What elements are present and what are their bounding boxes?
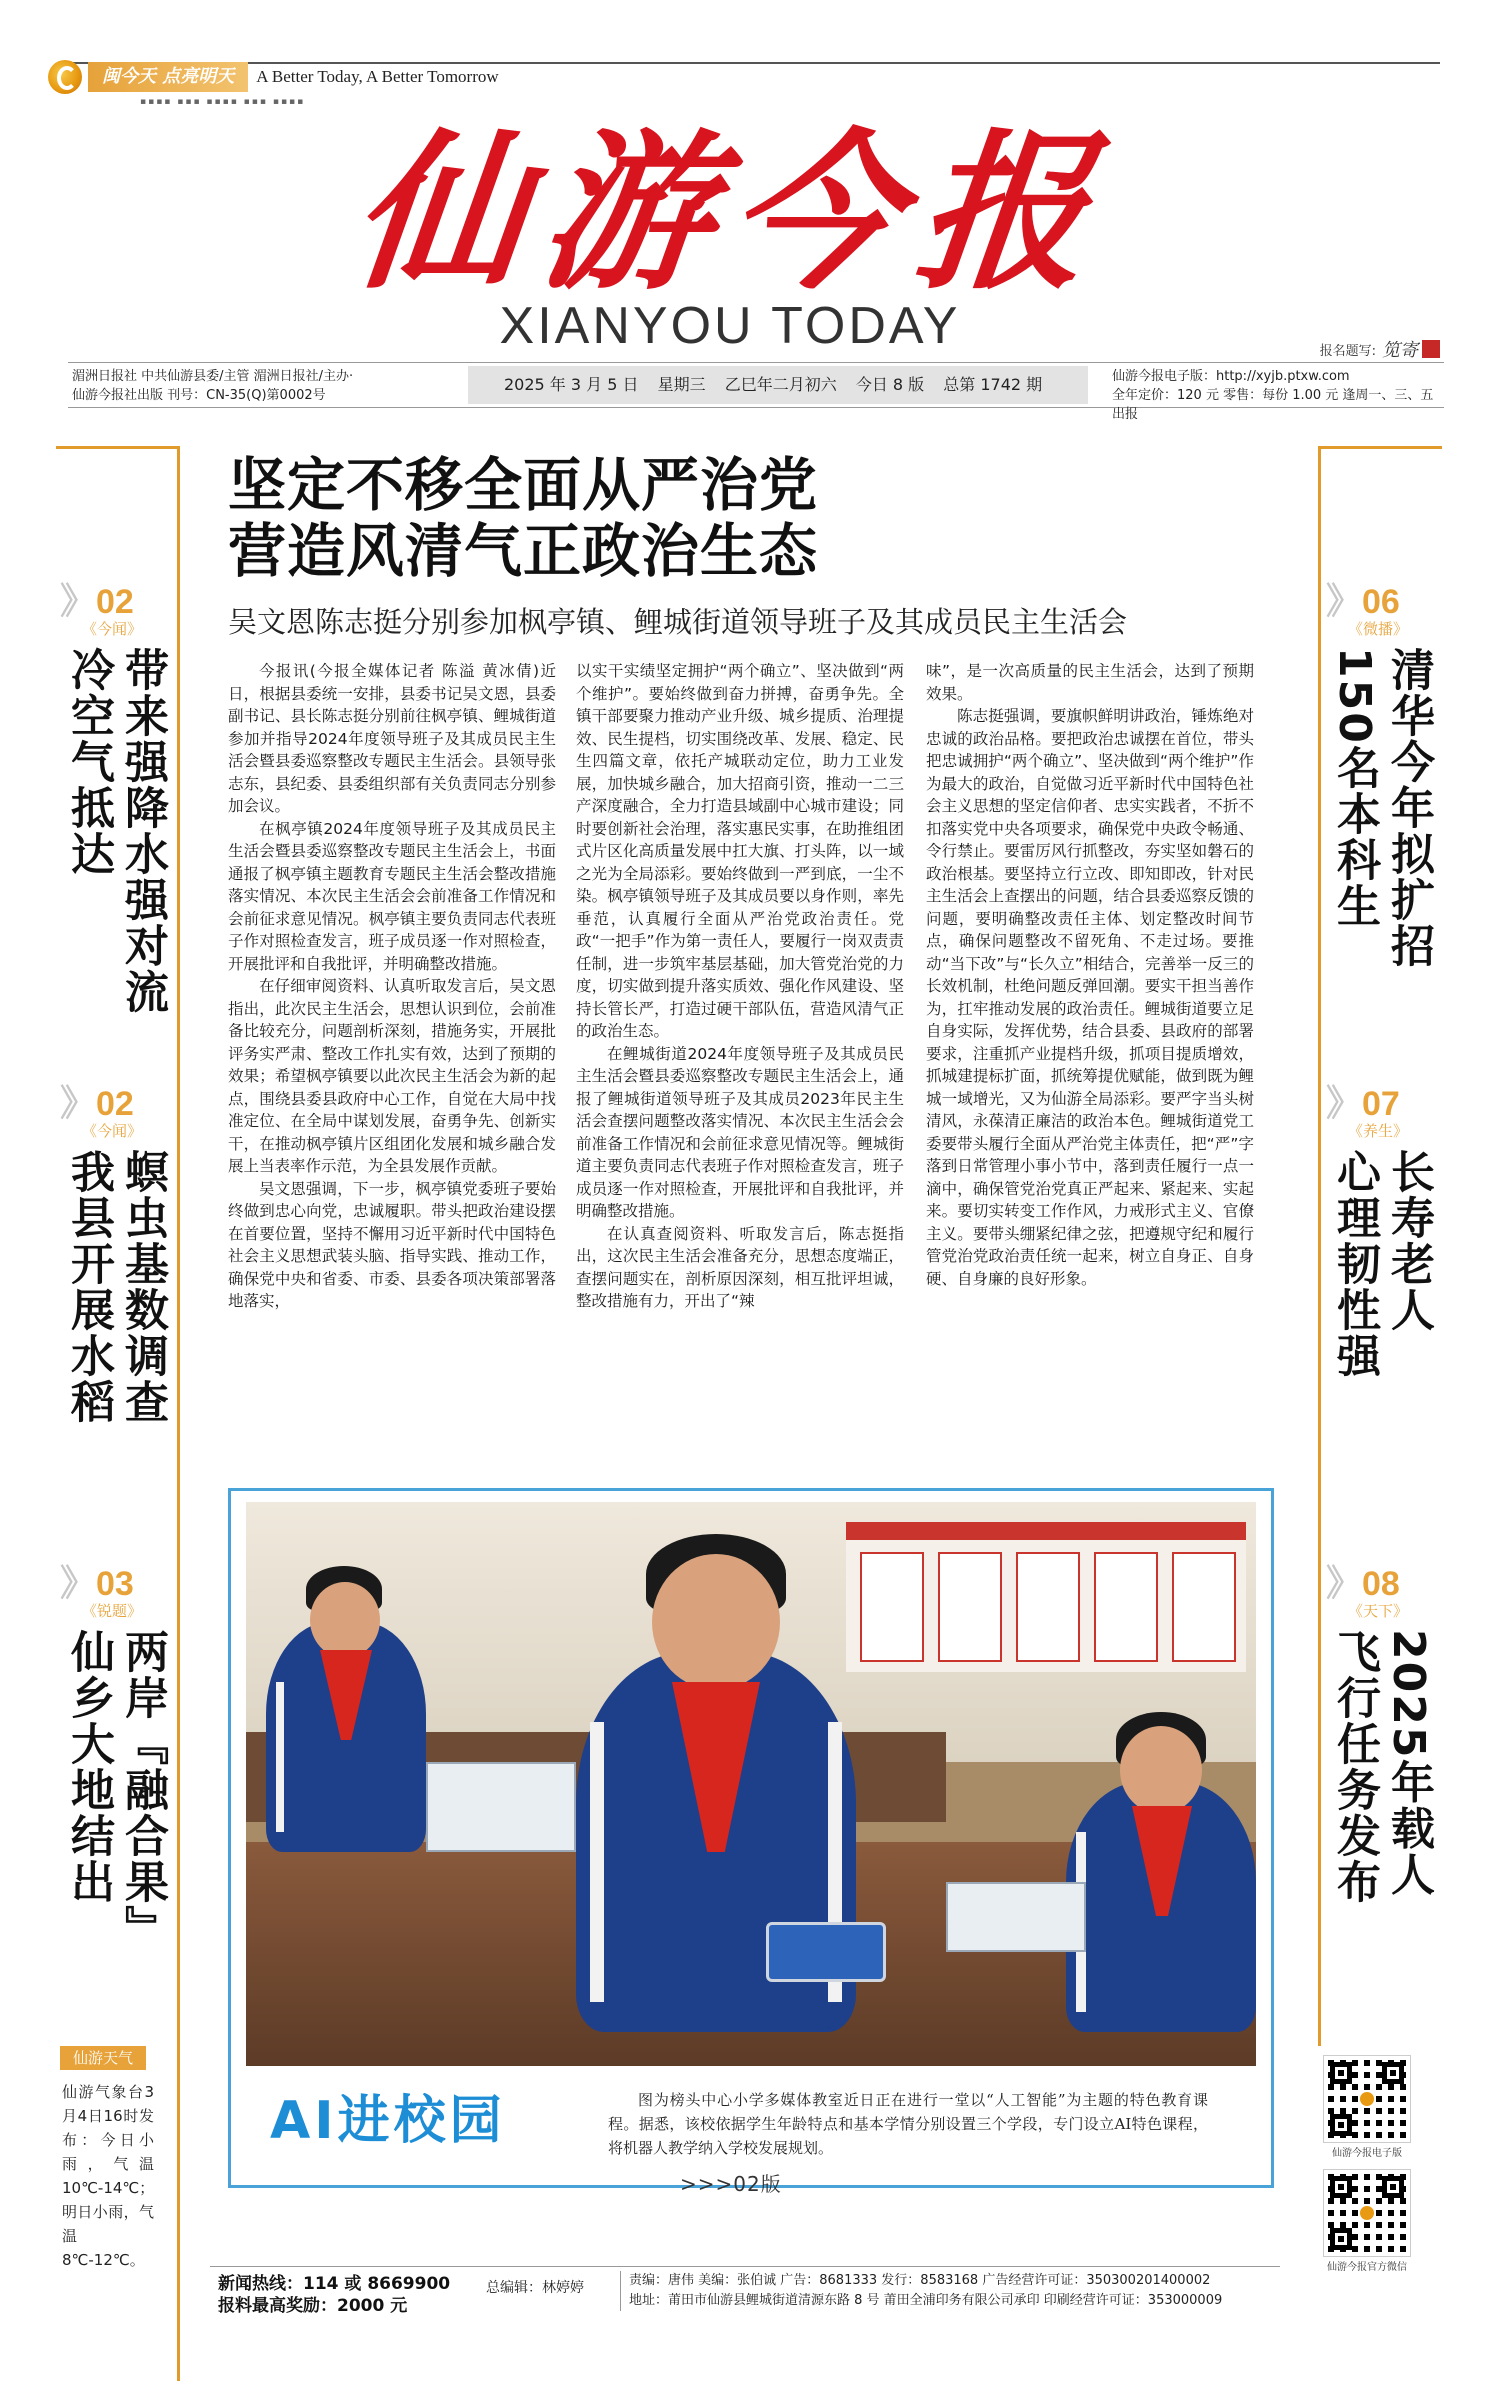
inscriber [1320, 336, 1440, 362]
teaser-title-line: 仙乡大地结出 [63, 1629, 114, 1905]
photo-student [1066, 1782, 1256, 2032]
qr-caption: 仙游今报电子版 [1332, 2148, 1402, 2159]
article-column-3 [926, 660, 1254, 1290]
teaser-left-3[interactable] [60, 1563, 170, 1951]
teaser-page: 08 [1362, 1565, 1400, 1603]
issue-date-bar [468, 366, 1088, 404]
issue-info-band [68, 362, 1444, 422]
teaser-title-line: 2025年载人 [1383, 1629, 1434, 1898]
photo-title: AI进校园 [270, 2091, 506, 2151]
masthead-title: 仙游今报 [343, 113, 1117, 313]
newspaper-logo-icon [1358, 2090, 1376, 2108]
issue-number: 总第 1742 期 [943, 375, 1043, 394]
teaser-category: 《今闻》 [82, 1122, 143, 1140]
slogan-text: 闽今天 点亮明天 [88, 62, 248, 92]
epaper-url[interactable]: 仙游今报电子版：http://xyjb.ptxw.com [1112, 369, 1350, 384]
teaser-title-line: 带来强降水强对流 [117, 647, 168, 1015]
teaser-category: 《今闻》 [82, 620, 143, 638]
teaser-title-line: 长寿老人 [1383, 1149, 1434, 1333]
teaser-title-line: 两岸『融合果』 [117, 1629, 168, 1951]
chevron-right-icon: 》 [1326, 1083, 1363, 1124]
weather-forecast: 仙游气象台3月4日16时发布：今日小雨，气温10℃-14℃；明日小雨，气温8℃-12℃。 [62, 2083, 155, 2269]
chevron-right-icon: 》 [60, 1563, 97, 1604]
article-column-2 [576, 660, 904, 1313]
news-photo[interactable] [246, 1502, 1256, 2066]
teaser-page: 07 [1362, 1085, 1400, 1123]
teaser-page: 06 [1362, 583, 1400, 621]
article-paragraph: 吴文恩强调，下一步，枫亭镇党委班子要始终做到忠心向党，忠诚履职。带头把政治建设摆在首要位置，坚持不懈用习近平新时代中国特色社会主义思想武装头脑、指导实践、推动工作，确保党中央和省委、市委、县委各项决策部署落地落实， [228, 1179, 556, 1310]
article-paragraph: 以实干实绩坚定拥护“两个确立”、坚决做到“两个维护”。要始终做到奋力拼搏，奋勇争先。全镇干部要聚力推动产业升级、城乡提质、治理提效、民生提档，切实围绕改革、发展、稳定、民生四篇文章，依托产城联动定位，助力工业发展，加快城乡融合，加大招商引资，推动一二三产深度融合，全力打造县域副中心城市建设；同时要创新社会治理，落实惠民实事，在助推组团式片区化高质量发展中扛大旗、打头阵，以一域之光为全局添彩。要始终做到一严到底，一尘不染。枫亭镇领导班子及其成员要以身作则，率先垂范，认真履行全面从严治党政治责任。党政“一把手”作为第一责任人，要履行一岗双责责任制，进一步筑牢基层基础，加大管党治党的力度，切实做到提升落实质效、强化作风建设、坚持长管长严，打造过硬干部队伍，营造风清气正的政治生态。 [576, 662, 904, 1040]
chief-editor: 总编辑：林婷婷 [486, 2280, 584, 2296]
publisher-line-2: 仙游今报社出版 刊号：CN-35(Q)第0002号 [72, 388, 326, 403]
teaser-category: 《天下》 [1348, 1602, 1409, 1620]
slogan-bar [48, 60, 499, 94]
news-hotline: 新闻热线：114 或 8669900 [218, 2274, 451, 2294]
footer-credits [620, 2271, 1222, 2311]
article-paragraph: 在认真查阅资料、听取发言后，陈志挺指出，这次民主生活会准备充分，思想态度端正，查摆问题实在，剖析原因深刻，相互批评坦诚，整改措施有力，开出了“辣 [576, 1224, 904, 1310]
teaser-title-line: 冷空气抵达 [63, 647, 114, 877]
subscription-info [1112, 367, 1444, 424]
seal-icon [1422, 340, 1440, 358]
lead-subheadline: 吴文恩陈志挺分别参加枫亭镇、鲤城街道领导班子及其成员民主生活会 [228, 605, 1128, 639]
qr-caption: 仙游今报官方微信 [1327, 2262, 1407, 2273]
publisher-info [72, 367, 353, 405]
teaser-title-line: 螟虫基数调查 [117, 1149, 168, 1425]
article-paragraph: 在仔细审阅资料、认真听取发言后，吴文恩指出，此次民主生活会，思想认识到位，会前准备比较充分，问题剖析深刻，措施务实，开展批评务实严肃、整改工作扎实有效，达到了预期的效果；希望枫亭镇要以此次民主生活会为新的起点，围绕县委县政府中心工作，自觉在大局中找准定位、在全局中谋划发展，奋勇争先、创新实干，在推动枫亭镇片区组团化发展和城乡融合发展上当表率作示范，为全县发展作贡献。 [228, 977, 556, 1175]
teaser-category: 《微播》 [1348, 620, 1409, 638]
price-info: 全年定价：120 元 零售：每份 1.00 元 逢周一、三、五出报 [1112, 388, 1434, 422]
teaser-title-line: 飞行任务发布 [1329, 1629, 1380, 1905]
teaser-page: 02 [96, 583, 134, 621]
teaser-title-line: 我县开展水稻 [63, 1149, 114, 1425]
weather-tag: 仙游天气 [60, 2046, 146, 2070]
headline-line-1: 坚定不移全面从严治党 [228, 451, 819, 519]
photo-student [266, 1622, 426, 1852]
newspaper-logo-icon [48, 60, 82, 94]
article-column-1 [228, 660, 556, 1313]
article-paragraph: 今报讯(今报全媒体记者 陈溢 黄冰倩)近日，根据县委统一安排，县委书记吴文恩，县委副书记、县长陈志挺分别前往枫亭镇、鲤城街道参加并指导2024年度领导班子及其成员民主生活会暨县委巡察整改专题民主生活会。县领导张志东，县纪委、县委组织部有关负责同志分别参加会议。 [228, 662, 556, 815]
qr-finder [1330, 2228, 1352, 2250]
teaser-category: 《锐题》 [82, 1602, 143, 1620]
chevron-right-icon: 》 [1326, 1563, 1363, 1604]
qr-finder [1330, 2114, 1352, 2136]
article-paragraph: 味”，是一次高质量的民主生活会，达到了预期效果。 [926, 662, 1254, 703]
issue-weekday: 星期三 [657, 375, 706, 394]
teaser-title-line: 150名本科生 [1329, 647, 1380, 929]
newspaper-logo-icon [1358, 2204, 1376, 2222]
issue-date: 2025 年 3 月 5 日 [504, 375, 639, 394]
epaper-qr-code[interactable] [1324, 2056, 1410, 2142]
chevron-right-icon: 》 [1326, 581, 1363, 622]
wechat-qr-code[interactable] [1324, 2170, 1410, 2256]
teaser-page: 02 [96, 1085, 134, 1123]
issue-page-count: 今日 8 版 [855, 375, 925, 394]
issue-lunar-date: 乙巳年二月初六 [724, 375, 837, 394]
photo-caption: 图为榜头中心小学多媒体教室近日正在进行一堂以“人工智能”为主题的特色教育课程。据悉，该校依据学生年龄特点和基本学情分别设置三个学段，专门设立AI特色课程，将机器人教学纳入学校发展规划。 [608, 2091, 1208, 2157]
teaser-category: 《养生》 [1348, 1122, 1409, 1140]
teaser-right-2[interactable] [1326, 1083, 1436, 1379]
publisher-line-1: 湄洲日报社 中共仙游县委/主管 湄洲日报社/主办· [72, 369, 354, 384]
qr-finder [1382, 2062, 1404, 2084]
lead-headline[interactable] [228, 452, 1288, 584]
teaser-right-3[interactable] [1326, 1563, 1436, 1905]
qr-finder [1330, 2062, 1352, 2084]
qr-finder [1330, 2176, 1352, 2198]
article-paragraph: 陈志挺强调，要旗帜鲜明讲政治，锤炼绝对忠诚的政治品格。要把政治忠诚摆在首位，带头把忠诚拥护“两个确立”、坚决做到“两个维护”作为最大的政治，自觉做习近平新时代中国特色社会主义思想的坚定信仰者、忠实实践者，不折不扣落实党中央各项要求，确保党中央政令畅通、令行禁止。要雷厉风行抓整改，夯实坚如磐石的政治根基。要坚持立行立改、即知即改，针对民主生活会上查摆出的问题，结合县委巡察反馈的问题，要明确整改责任主体、划定整改时间节点，确保问题整改不留死角、不走过场。要推动“当下改”与“长久立”相结合，完善举一反三的长效机制，杜绝问题反弹回潮。要实干担当善作为，扛牢推动发展的政治责任。鲤城街道要立足自身实际，发挥优势，结合县委、县政府的部署要求，注重抓产业提档升级，抓项目提质增效，抓城建提标扩面，抓统筹提优赋能，做到既为鲤城一域增光，又为仙游全局添彩。要严字当头树清风，永葆清正廉洁的政治本色。鲤城街道党工委要带头履行全面从严治党主体责任，把“严”字落到日常管理小事小节中，落到责任履行一点一滴中，确保管党治党真正严起来、紧起来、实起来。要切实转变工作作风，力戒形式主义、官僚主义。要带头绷紧纪律之弦，把遵规守纪和履行管党治党政治责任统一起来，树立自身正、自身硬、自身廉的良好形象。 [926, 707, 1254, 1288]
article-paragraph: 在枫亭镇2024年度领导班子及其成员民主生活会暨县委巡察整改专题民主生活会上，书面通报了枫亭镇主题教育专题民主生活会整改措施落实情况、本次民主生活会会前准备工作情况和会前征求意见情况。枫亭镇主要负责同志代表班子作对照检查发言，班子成员逐一作对照检查，开展批评和自我批评，并明确整改措施。 [228, 819, 556, 973]
photo-robot-kit [946, 1882, 1086, 1952]
photo-robot-kit [426, 1762, 576, 1852]
chevron-right-icon: 》 [60, 1083, 97, 1124]
footer-hotline [218, 2273, 450, 2317]
masthead-english: XIANYOU TODAY [499, 297, 961, 355]
continue-to-page-link[interactable]: >>>02版 [680, 2172, 782, 2196]
footer-credits-line-1: 责编：唐伟 美编：张伯诚 广告：8681333 发行：8583168 广告经营许可证：350300201400002 [629, 2273, 1211, 2288]
slogan-english: A Better Today, A Better Tomorrow [256, 67, 499, 86]
teaser-page: 03 [96, 1565, 134, 1603]
teaser-title-line: 清华今年拟扩招 [1383, 647, 1434, 969]
article-paragraph: 在鲤城街道2024年度领导班子及其成员民主生活会暨县委巡察整改专题民主生活会上，通报了鲤城街道领导班子及其成员2023年民主生活会查摆问题整改落实情况、本次民主生活会会前准备工作情况和会前征求意见情况等。鲤城街道主要负责同志代表班子作对照检查发言，班子成员逐一作对照检查，开展批评和自我批评，并明确整改措施。 [576, 1044, 904, 1220]
qr-finder [1382, 2176, 1404, 2198]
photo-bulletin-board [846, 1522, 1246, 1672]
photo-robot-model [766, 1922, 886, 1982]
footer [210, 2266, 1280, 2336]
chevron-right-icon: 》 [60, 581, 97, 622]
teaser-left-2[interactable] [60, 1083, 170, 1425]
inscriber-label: 报名题写: [1319, 343, 1376, 359]
teaser-left-1[interactable] [60, 581, 170, 1015]
teaser-title-line: 心理韧性强 [1329, 1149, 1380, 1379]
inscriber-signature: 笕寄 [1382, 340, 1418, 361]
tip-reward: 报料最高奖励：2000 元 [218, 2296, 408, 2316]
teaser-right-1[interactable] [1326, 581, 1436, 969]
slogan-braille: ▪▪▪▪ ▪▪▪ ▪▪▪▪ ▪▪▪ ▪▪▪▪ [140, 97, 306, 107]
headline-line-2: 营造风清气正政治生态 [228, 517, 819, 585]
footer-credits-line-2: 地址：莆田市仙游县鲤城街道清源东路 8 号 莆田全浦印务有限公司承印 印刷经营许可证：353000009 [629, 2293, 1223, 2308]
